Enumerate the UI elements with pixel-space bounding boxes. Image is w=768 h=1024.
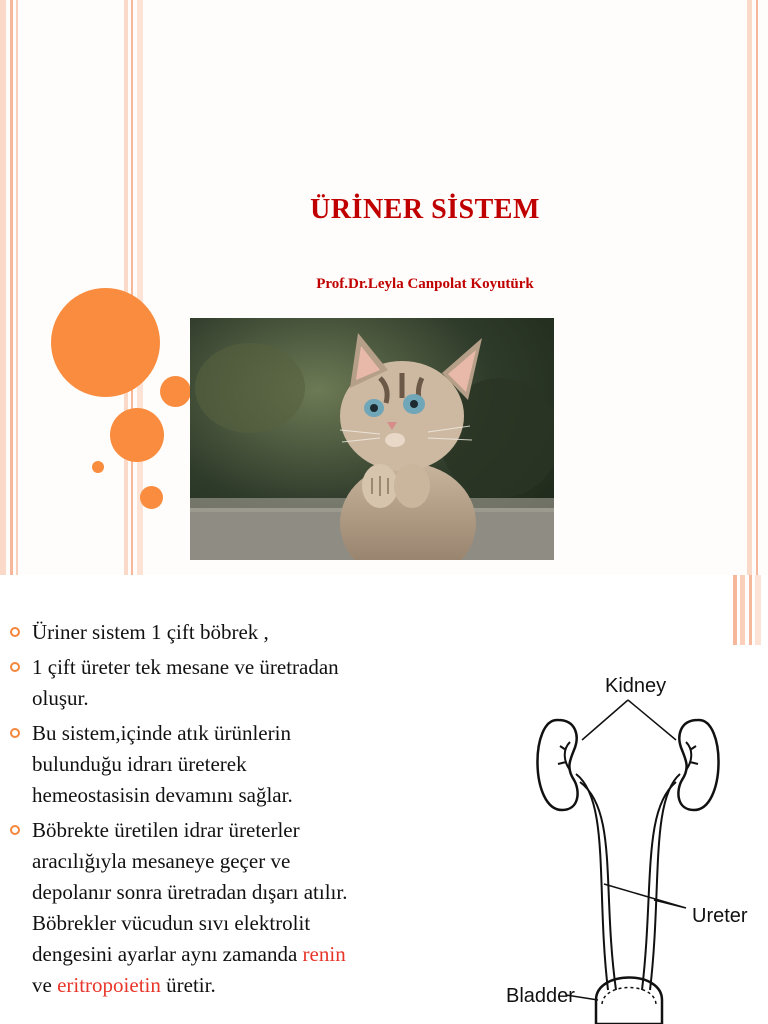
- decor-stripe: [131, 0, 133, 575]
- bullet-item: [8, 815, 360, 1001]
- bullet-text-connector: ve: [32, 973, 58, 997]
- decor-circle-small: [92, 461, 104, 473]
- bullet-circle-icon: [10, 662, 20, 672]
- decor-stripe: [740, 575, 745, 645]
- bullet-text: Bu sistem,içinde atık ürünlerin bulunduğu idrarı üreterek hemeostasisin devamını sağlar.: [32, 721, 293, 807]
- bullet-circle-icon: [10, 825, 20, 835]
- highlight-renin: renin: [302, 942, 346, 966]
- decor-circle: [140, 486, 163, 509]
- bullet-list: [8, 617, 360, 1005]
- urinary-system-diagram: [500, 670, 768, 1024]
- decor-stripe: [124, 0, 128, 575]
- decor-stripe: [733, 575, 737, 645]
- decor-circle: [160, 376, 191, 407]
- label-ureter: Ureter: [692, 905, 748, 927]
- bullet-text: 1 çift üreter tek mesane ve üretradan oluşur.: [32, 655, 339, 710]
- decor-stripe: [755, 575, 761, 645]
- bullet-item: [8, 652, 360, 714]
- decor-circle: [110, 408, 164, 462]
- left-kidney-shape: [537, 720, 577, 810]
- bullet-item: [8, 617, 360, 648]
- decor-stripe: [749, 575, 752, 645]
- decor-stripe: [747, 0, 752, 575]
- content-slide: [0, 575, 768, 1024]
- bullet-item: [8, 718, 360, 811]
- label-bladder: Bladder: [506, 985, 575, 1007]
- decor-stripe: [756, 0, 758, 575]
- decor-stripe: [0, 0, 6, 575]
- kitten-illustration: [190, 318, 554, 560]
- right-kidney-shape: [678, 720, 718, 810]
- bladder-shape: [596, 978, 662, 1024]
- bullet-text-tail: üretir.: [160, 973, 216, 997]
- bullet-circle-icon: [10, 728, 20, 738]
- bullet-text: Böbrekte üretilen idrar üreterler aracılığıyla mesaneye geçer ve depolanır sonra üretradan dışarı atılır. Böbrekler vücudun sıvı elektrolit dengesini ayarlar aynı zamanda: [32, 818, 348, 966]
- slide-title: ÜRİNER SİSTEM: [310, 194, 540, 225]
- label-kidney: Kidney: [605, 675, 667, 697]
- author-name: Prof.Dr.Leyla Canpolat Koyutürk: [316, 276, 534, 292]
- bullet-circle-icon: [10, 627, 20, 637]
- decor-stripe: [16, 0, 18, 575]
- decor-stripe: [10, 0, 13, 575]
- bullet-text: Üriner sistem 1 çift böbrek ,: [32, 620, 269, 644]
- kitten-photo: [190, 318, 554, 560]
- highlight-eritropoietin: eritropoietin: [57, 973, 161, 997]
- decor-circle-large: [51, 288, 160, 397]
